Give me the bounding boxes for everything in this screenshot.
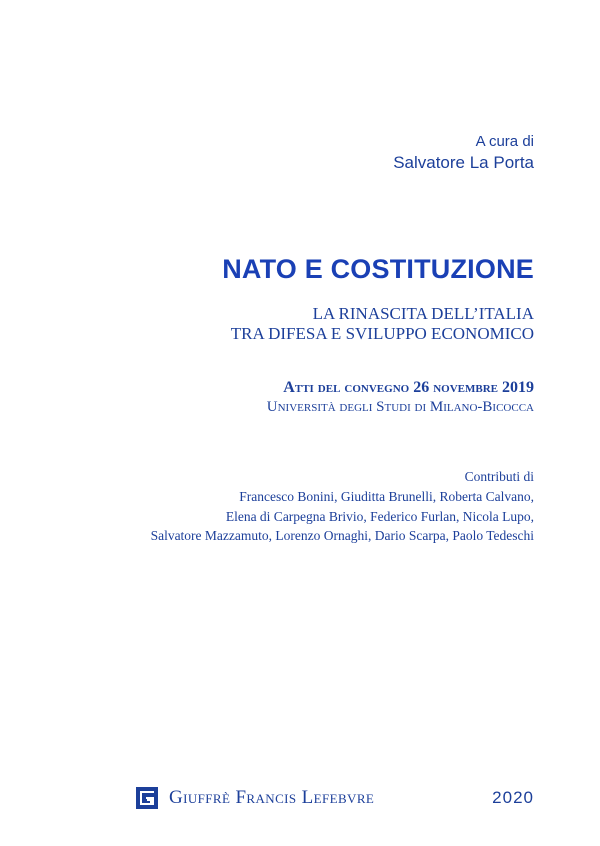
subtitle-line: LA RINASCITA DELL’ITALIA [312,304,534,323]
contributors-list [151,487,534,546]
publisher-name: Giuffrè Francis Lefebvre [169,787,375,808]
contributors-line: Elena di Carpegna Brivio, Federico Furlan, Nicola Lupo, [225,508,534,524]
publisher-logo-icon [135,786,159,810]
publisher [135,786,374,810]
contributors-label: Contributi di [464,469,534,484]
contributors-line: Salvatore Mazzamuto, Lorenzo Ornaghi, Dario Scarpa, Paolo Tedeschi [150,528,534,543]
curator-label: A cura di [475,133,534,150]
university-line: Università degli Studi di Milano-Bicocca [266,399,534,415]
publication-year: 2020 [492,788,534,807]
curator-name: Salvatore La Porta [393,153,534,172]
contributors-line: Francesco Bonini, Giuditta Brunelli, Roberta Calvano, [239,489,534,504]
book-subtitle [231,304,534,344]
subtitle-line: TRA DIFESA E SVILUPPO ECONOMICO [230,324,534,343]
proceedings-line: Atti del convegno 26 novembre 2019 [283,379,534,396]
book-title: NATO E COSTITUZIONE [222,254,534,284]
